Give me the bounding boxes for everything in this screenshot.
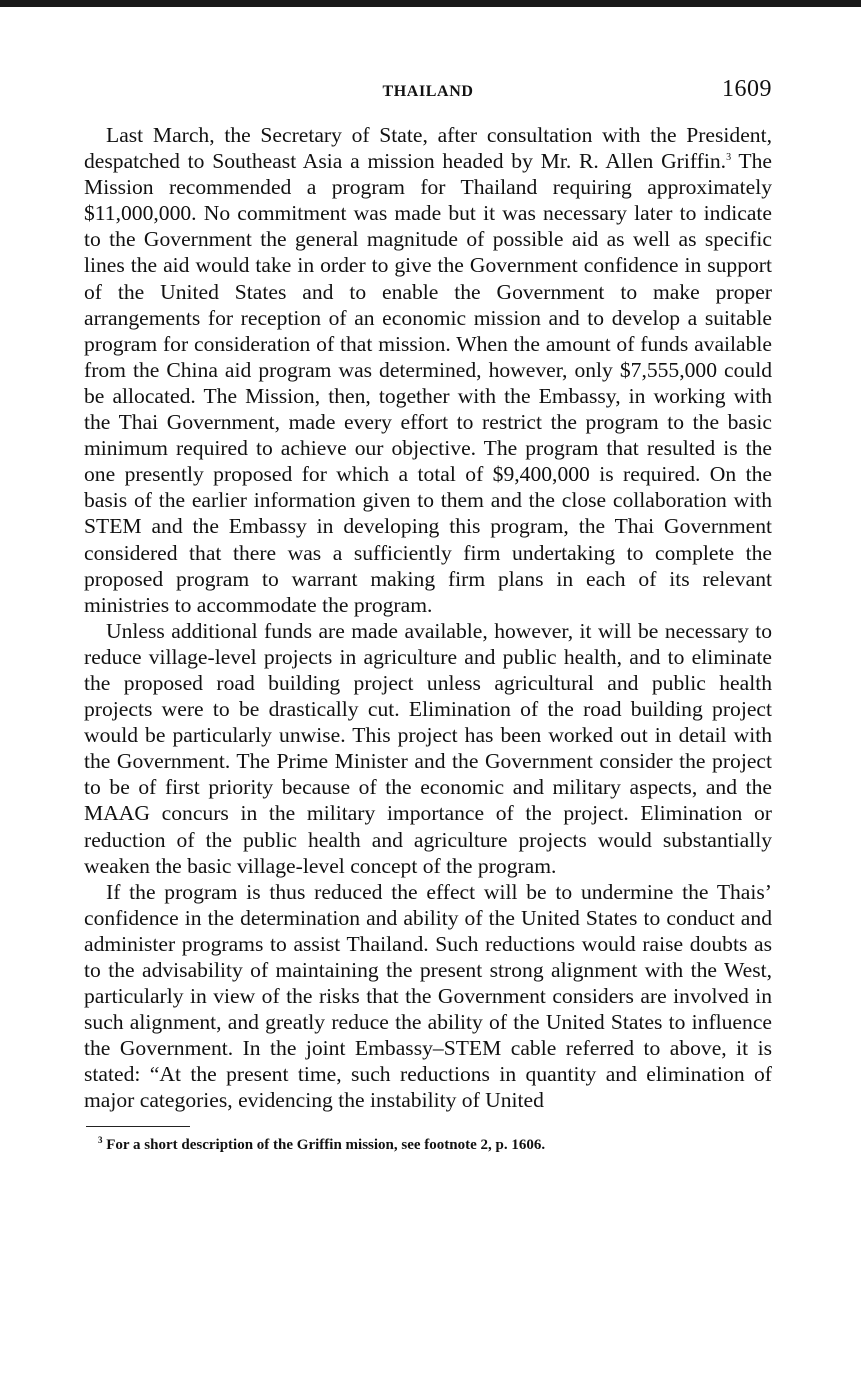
footnote-marker: 3 — [98, 1134, 103, 1145]
paragraph-3: If the program is thus reduced the effect will be to undermine the Thais’ confidence in the determination and ability of the United States to conduct and administer programs to assist Thailand. Such reductions would raise doubts as to the advisability of maintaining the present strong alignment with the West, particularly in view of the risks that the Government considers are involved in such alignment, and greatly reduce the ability of the United States to influence the Government. In the joint Embassy–STEM cable referred to above, it is stated: “At the present time, such reductions in quantity and elimination of major categories, evidencing the instability of United — [84, 879, 772, 1113]
paragraph-1 — [84, 122, 772, 618]
body-text — [84, 122, 772, 1114]
running-header — [84, 74, 772, 108]
paragraph-1-text-before-note: Last March, the Secretary of State, after consultation with the President, despatched to Southeast Asia a mission headed by Mr. R. Allen Griffin. — [84, 123, 772, 174]
footnote-text: For a short description of the Griffin mission, see footnote 2, p. 1606. — [102, 1136, 546, 1153]
top-edge-rule — [0, 0, 861, 7]
paragraph-1-text-after-note: The Mission recommended a program for Thailand requiring approximately $11,000,000. No commitment was made but it was necessary later to indicate to the Government the general magnitude of possible aid as well as specific lines the aid would take in order to give the Government confidence in support of the United States and to enable the Government to make proper arrangements for reception of an economic mission and to develop a suitable program for consideration of that mission. When the amount of funds available from the China aid program was determined, however, only $7,555,000 could be allocated. The Mission, then, together with the Embassy, in working with the Thai Government, made every effort to restrict the program to the basic minimum required to achieve our objective. The program that resulted is the one presently proposed for which a total of $9,400,000 is required. On the basis of the earlier information given to them and the close collaboration with STEM and the Embassy in developing this program, the Thai Government considered that there was a sufficiently firm undertaking to complete the proposed program to warrant making firm plans in each of its relevant ministries to accommodate the program. — [84, 149, 772, 617]
footnote-3 — [98, 1136, 772, 1154]
footnote-divider — [86, 1126, 190, 1127]
footnote-reference-3: 3 — [726, 151, 732, 163]
page-number: 1609 — [722, 76, 772, 102]
paragraph-2: Unless additional funds are made available, however, it will be necessary to reduce village-level projects in agriculture and public health, and to eliminate the proposed road building project unless agricultural and public health projects were to be drastically cut. Elimination of the road building project would be particularly unwise. This project has been worked out in detail with the Government. The Prime Minister and the Government consider the project to be of first priority because of the economic and military aspects, and the MAAG concurs in the military importance of the project. Elimination or reduction of the public health and agriculture projects would substantially weaken the basic village-level concept of the program. — [84, 618, 772, 878]
document-page — [84, 74, 772, 1154]
running-title: THAILAND — [382, 83, 474, 100]
